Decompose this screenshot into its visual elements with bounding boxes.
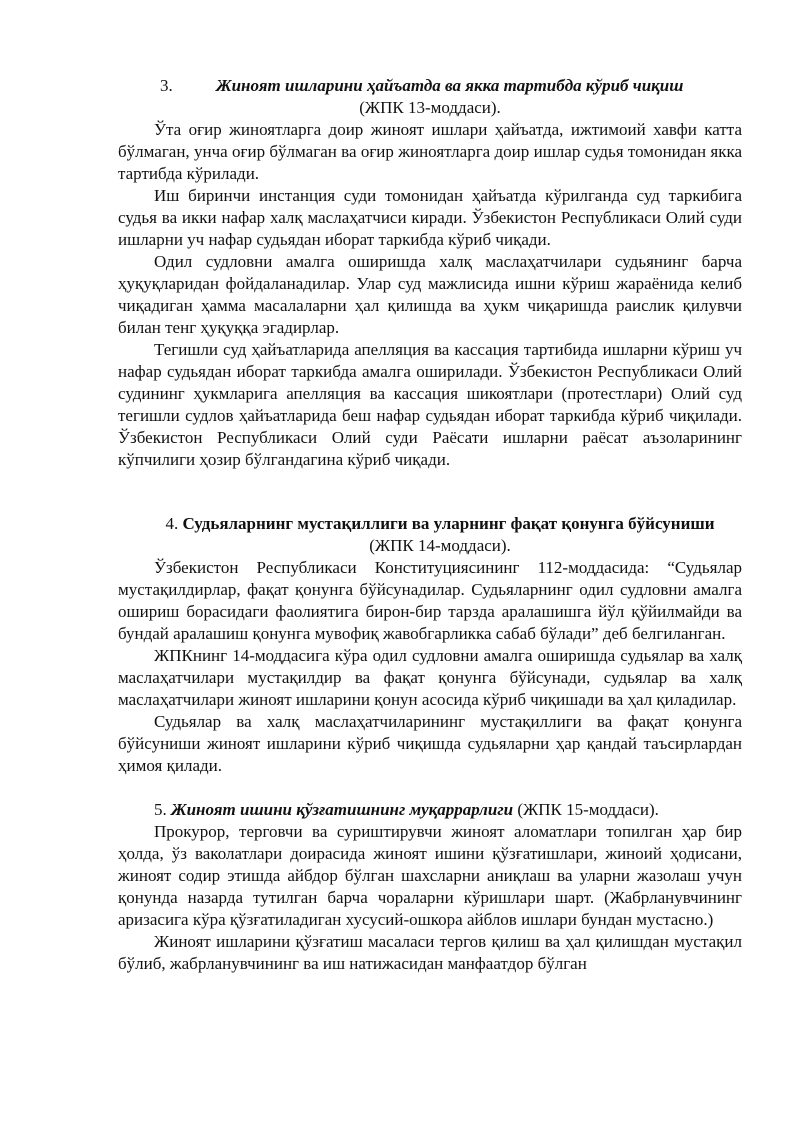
section-3-number: 3. [160, 76, 173, 95]
paragraph: Жиноят ишларини қўзғатиш масаласи тергов қилиш ва ҳал қилишдан мустақил бўлиб, жабрланувчининг ва иш натижасидан манфаатдор бўлган [118, 932, 742, 973]
paragraph: Прокурор, терговчи ва суриштирувчи жиноят аломатлари топилган ҳар бир ҳолда, ўз ваколатлари доирасида жиноят ишини қўзғатишлари, жиноий ҳодисани, жиноят содир этишда айбдор бўлган шахсларни аниқлаш ва уларни жазолаш учун қонунда назарда тутилган барча чораларни кўришлари шарт. (Жабрланувчининг аризасига кўра қўзғатиладиган хусусий-ошкора айблов ишлари бундан мустасно.) [118, 822, 742, 929]
paragraph: Тегишли суд ҳайъатларида апелляция ва кассация тартибида ишларни кўриш уч нафар судьядан иборат таркибда амалга оширилади. Ўзбекистон Республикаси Олий судининг ҳукмларига апелляция ва кассация шикоятлари (протестлари) Олий суд тегишли судлов ҳайъатларида беш нафар судьядан иборат таркибда кўриб чиқилади. Ўзбекистон Республикаси Олий суди Раёсати ишларни раёсат аъзоларининг кўпчилиги ҳозир бўлгандагина кўриб чиқади. [118, 340, 742, 469]
section-4-heading [118, 513, 742, 557]
paragraph: Ўта оғир жиноятларга доир жиноят ишлари ҳайъатда, ижтимоий хавфи катта бўлмаган, унча оғир бўлмаган ва оғир жиноятларга доир ишлар судья томонидан якка тартибда кўрилади. [118, 120, 742, 183]
paragraph: ЖПКнинг 14-моддасига кўра одил судловни амалга оширишда судьялар ва халқ маслаҳатчилари мустақилдир ва фақат қонунга бўйсунади, судьялар ва халқ маслаҳатчилари жиноят ишларини қонун асосида кўриб чиқишади ва ҳал қиладилар. [118, 646, 742, 709]
section-3-heading [118, 75, 742, 97]
paragraph: Одил судловни амалга оширишда халқ маслаҳатчилари судьянинг барча ҳуқуқларидан фойдаланадилар. Улар суд мажлисида ишни кўриш жараёнида келиб чиқадиган ҳамма масалаларни ҳал қилишда ва ҳукм чиқаришда раислик қилувчи билан тенг ҳуқуққа эгадирлар. [118, 252, 742, 337]
paragraph: Иш биринчи инстанция суди томонидан ҳайъатда кўрилганда суд таркибига судья ва икки нафар халқ маслаҳатчиси киради. Ўзбекистон Республикаси Олий суди ишларни уч нафар судьядан иборат таркибда кўриб чиқади. [118, 186, 742, 249]
paragraph: Ўзбекистон Республикаси Конституциясининг 112-моддасида: “Судьялар мустақилдирлар, фақат қонунга бўйсунадилар. Судьяларнинг одил судловни амалга ошириш борасидаги фаолиятига бирон-бир тарзда аралашишга йўл қўйилмайди ва бундай аралашиш қонунга мувофиқ жавобгарликка сабаб бўлади” деб белгиланган. [118, 558, 742, 643]
section-5-number: 5. [154, 800, 167, 819]
section-4-number: 4. [165, 514, 179, 533]
section-3-title: Жиноят ишларини ҳайъатда ва якка тартибда кўриб чиқиш [216, 76, 684, 95]
section-5-ref: (ЖПК 15-моддаси). [517, 800, 659, 819]
paragraph: Судьялар ва халқ маслаҳатчиларининг мустақиллиги ва фақат қонунга бўйсуниши жиноят ишларини кўриб чиқишда судьяларни ҳар қандай таъсирлардан ҳимоя қилади. [118, 712, 742, 775]
section-5-title: Жиноят ишини қўзғатишнинг муқаррарлиги [171, 800, 514, 819]
section-5-heading [118, 799, 742, 821]
section-3-ref: (ЖПК 13-моддаси). [359, 98, 501, 117]
section-4-ref: (ЖПК 14-моддаси). [369, 536, 511, 555]
section-4-title: Судьяларнинг мустақиллиги ва уларнинг фақат қонунга бўйсуниши [182, 514, 715, 533]
